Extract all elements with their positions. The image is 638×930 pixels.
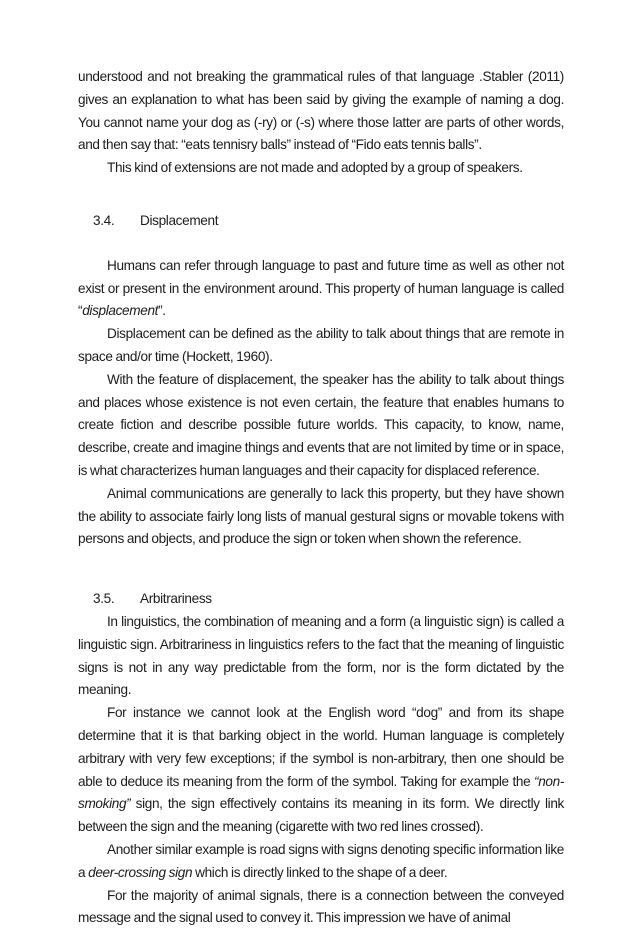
paragraph: In linguistics, the combination of meaning and a form (a linguistic sign) is called a linguistic sign. Arbitrariness in linguistics refers to the fact that the meaning of linguistic signs is not in any way predictable from the form, nor is the form dictated by the meaning. xyxy=(78,611,564,702)
italic-term: deer-crossing sign xyxy=(88,865,192,880)
paragraph: For the majority of animal signals, there is a connection between the conveyed message and the signal used to convey it. This impression we have of animal xyxy=(78,885,564,930)
section-title: Displacement xyxy=(140,210,218,233)
italic-term: displacement xyxy=(82,303,158,318)
section-number: 3.5. xyxy=(93,588,120,611)
paragraph: This kind of extensions are not made and adopted by a group of speakers. xyxy=(78,157,564,180)
paragraph: For instance we cannot look at the English word “dog” and from its shape determine that it is that barking object in the world. Human language is completely arbitrary with very few exceptions; if the symbol is non-arbitrary, then one should be able to deduce its meaning from the form of the symbol. Taking for example the “non-smoking” sign, the sign effectively contains its meaning in its form. We directly link between the sign and the meaning (cigarette with two red lines crossed). xyxy=(78,702,564,839)
paragraph: Humans can refer through language to past and future time as well as other not exist or present in the environment around. This property of human language is called “displacement”. xyxy=(78,255,564,323)
section-number: 3.4. xyxy=(93,210,120,233)
italic-term: “non-smoking” xyxy=(78,774,564,812)
paragraph: Another similar example is road signs with signs denoting specific information like a deer-crossing sign which is directly linked to the shape of a deer. xyxy=(78,839,564,885)
paragraph: understood and not breaking the grammatical rules of that language .Stabler (2011) gives an explanation to what has been said by giving the example of naming a dog. You cannot name your dog as (-ry) or (-s) where those latter are parts of other words, and then say that: “eats tennisry balls” instead of “Fido eats tennis balls”. xyxy=(78,66,564,157)
section-heading xyxy=(78,210,564,233)
paragraph: Displacement can be defined as the ability to talk about things that are remote in space and/or time (Hockett, 1960). xyxy=(78,323,564,369)
section-title: Arbitrariness xyxy=(140,588,212,611)
paragraph: With the feature of displacement, the speaker has the ability to talk about things and places whose existence is not even certain, the feature that enables humans to create fiction and describe possible future worlds. This capacity, to know, name, describe, create and imagine things and events that are not limited by time or in space, is what characterizes human languages and their capacity for displaced reference. xyxy=(78,369,564,483)
paragraph: Animal communications are generally to lack this property, but they have shown the ability to associate fairly long lists of manual gestural signs or movable tokens with persons and objects, and produce the sign or token when shown the reference. xyxy=(78,483,564,551)
section-heading xyxy=(78,588,564,611)
document-page xyxy=(78,66,564,930)
